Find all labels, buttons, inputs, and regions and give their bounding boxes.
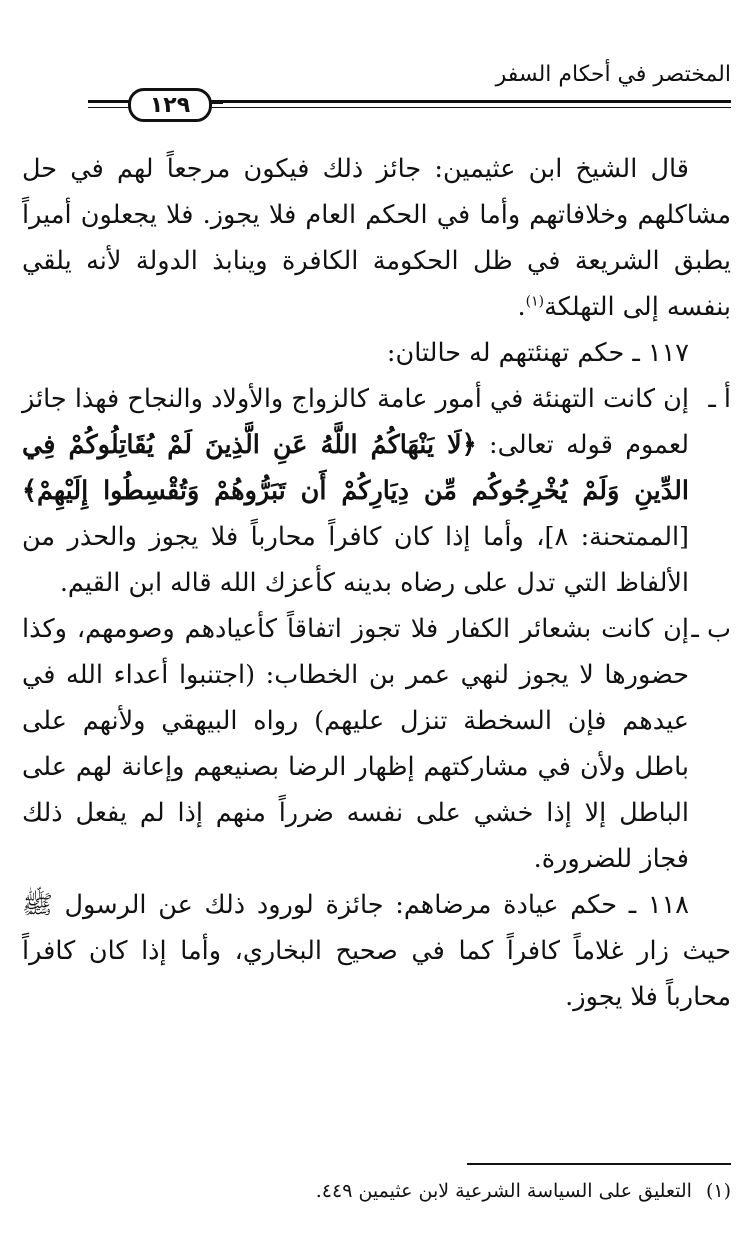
item-a-text-before: إن كانت التهنئة في أمور عامة كالزواج والأولاد والنجاح فهذا جائز لعموم قوله تعالى: — [22, 384, 689, 460]
section-117-heading: ١١٧ ـ حكم تهنئتهم له حالتان: — [386, 338, 689, 368]
footnote-text: التعليق على السياسة الشرعية لابن عثيمين ٤٤٩. — [315, 1180, 692, 1202]
footnote — [22, 1176, 731, 1206]
page-number: ١٢٩ — [128, 88, 212, 122]
main-text — [22, 146, 731, 1020]
footnote-separator — [467, 1163, 731, 1165]
quran-verse: ﴿لَا يَنْهَاكُمُ اللَّهُ عَنِ الَّذِينَ لَمْ يُقَاتِلُوكُمْ فِي الدِّينِ وَلَمْ يُخْرِجُوكُم مِّن دِيَارِكُمْ أَن تَبَرُّوهُمْ وَتُقْسِطُوا إِلَيْهِمْ﴾ — [22, 430, 689, 506]
list-item-b — [22, 606, 731, 882]
paragraph-ibn-uthaymeen — [22, 146, 731, 330]
list-marker: ب ـ — [691, 614, 731, 644]
list-item-text: إن كانت بشعائر الكفار فلا تجوز اتفاقاً كأعيادهم وصومهم، وكذا حضورها لا يجوز لنهي عمر بن الخطاب: (اجتنبوا أعداء الله في عيدهم فإن السخطة تنزل عليهم) رواه البيهقي ولأنهم على باطل ولأن في مشاركتهم إظهار الرضا بصنيعهم وإعانة لهم على الباطل إلا إذا خشي على نفسه ضرراً منهم إذا لم يفعل ذلك فجاز للضرورة. — [22, 614, 689, 874]
item-a-text-after: [الممتحنة: ٨]، وأما إذا كان كافراً محارباً فلا يجوز والحذر من الألفاظ التي تدل على رضاه بدينه كأعزك الله قاله ابن القيم. — [22, 522, 689, 598]
footnote-number: (١) — [705, 1180, 731, 1202]
footnote-reference: (١) — [525, 293, 545, 310]
list-marker: أ ـ — [708, 384, 731, 414]
paragraph-text: قال الشيخ ابن عثيمين: جائز ذلك فيكون مرجعاً لهم في حل مشاكلهم وخلافاتهم وأما في الحكم العام فلا يجوز. فلا يجعلون أميراً يطبق الشريعة في ظل الحكومة الكافرة وينابذ الدولة لأنه يلقي بنفسه إلى التهلكة — [22, 154, 731, 322]
paragraph-end: . — [517, 292, 526, 322]
section-118-paragraph: ١١٨ ـ حكم عيادة مرضاهم: جائزة لورود ذلك عن الرسول ﷺ حيث زار غلاماً كافراً كما في صحيح البخاري، وأما إذا كان كافراً محارباً فلا يجوز. — [22, 890, 731, 1012]
list-item-text — [22, 376, 689, 606]
running-header-title: المختصر في أحكام السفر — [495, 62, 731, 87]
list-item-a — [22, 376, 731, 606]
